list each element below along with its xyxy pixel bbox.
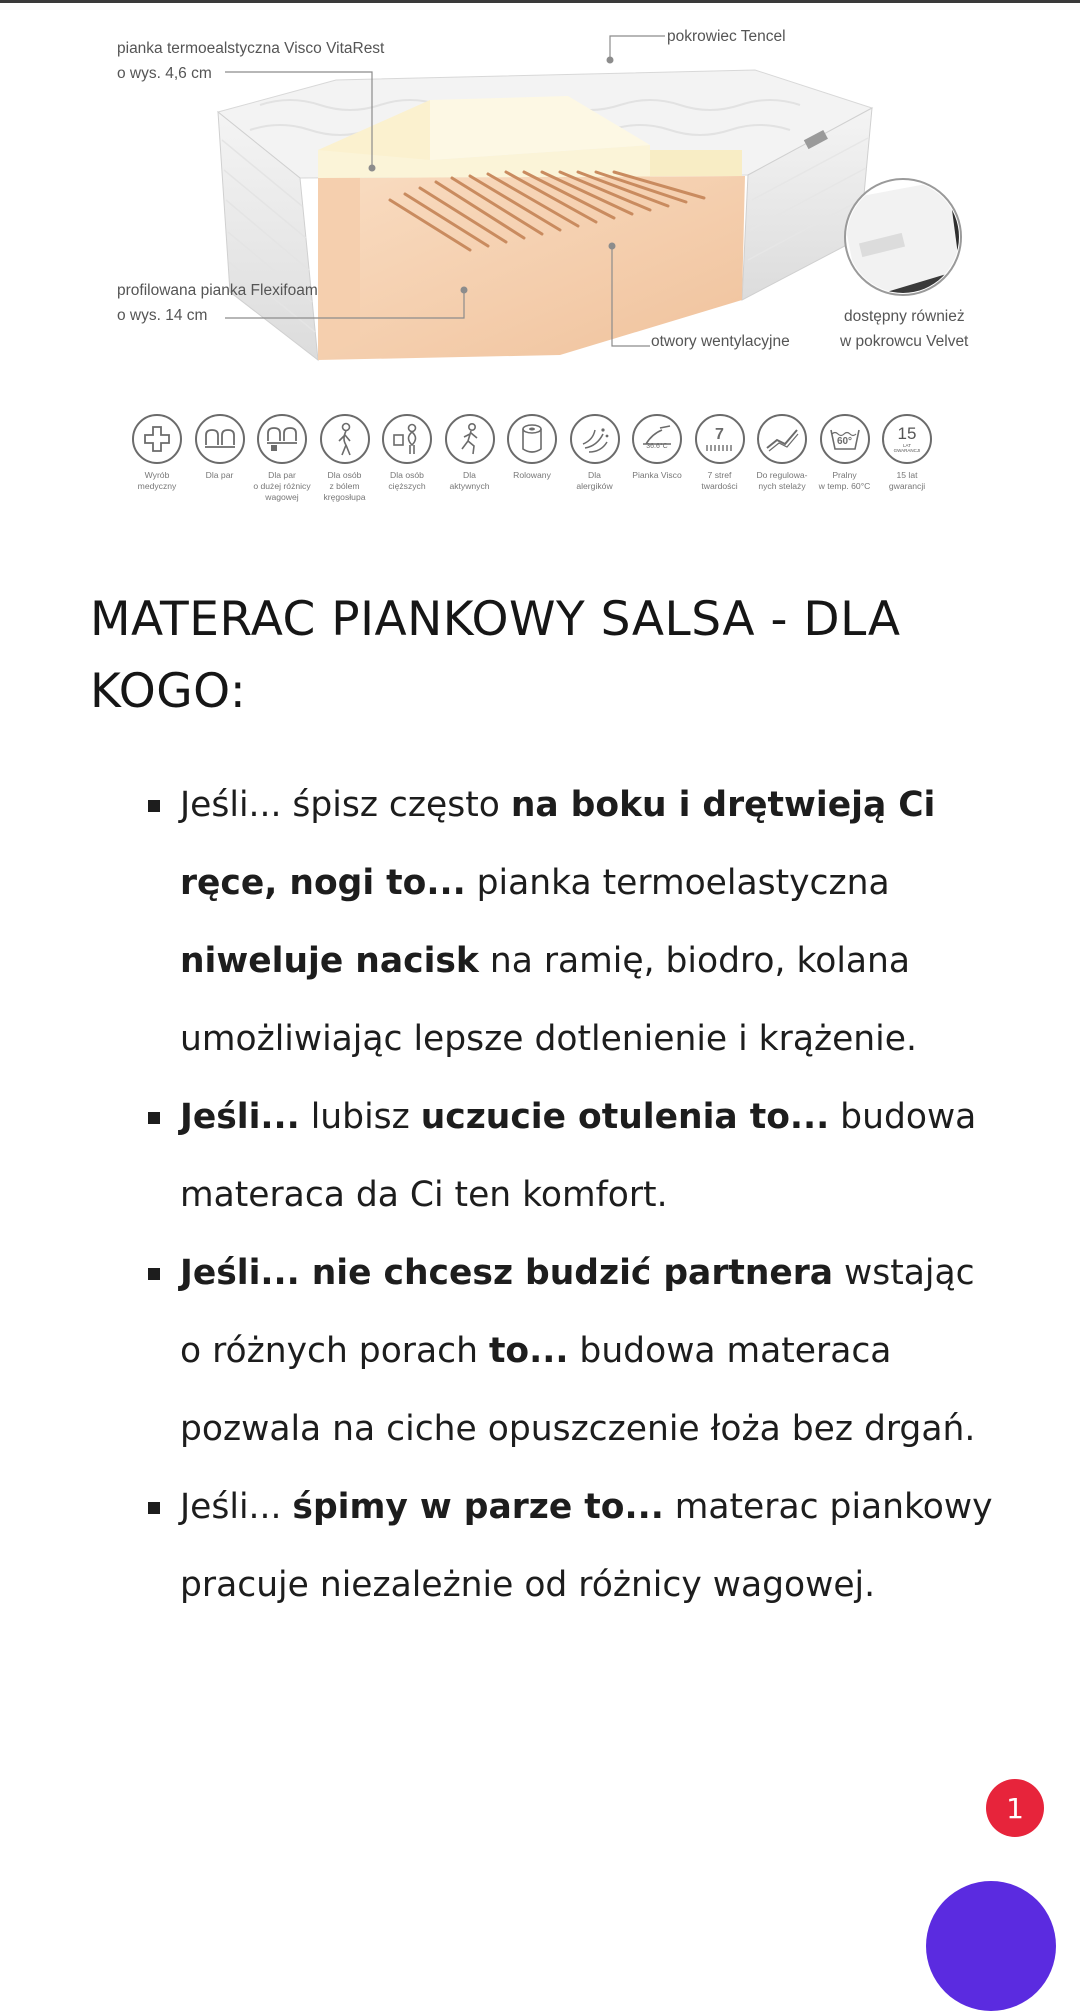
feature-active: Dla aktywnych <box>435 414 505 492</box>
chat-widget-button[interactable] <box>926 1881 1056 2011</box>
heading-line-1: MATERAC PIANKOWY SALSA - DLA <box>90 592 901 647</box>
feature-icons-strip <box>122 414 934 519</box>
list-item: Jeśli... lubisz uczucie otulenia to... budowa materaca da Ci ten komfort. <box>148 1078 998 1234</box>
list-item: Jeśli... nie chcesz budzić partnera wstając o różnych porach to... budowa materaca pozwala na ciche opuszczenie łoża bez drgań. <box>148 1234 998 1468</box>
feature-back-pain: Dla osób z bólem kręgosłupa <box>310 414 380 503</box>
warranty-icon: 15 LAT GWARANCJI <box>893 424 921 453</box>
who-is-it-for-list <box>148 766 998 1624</box>
section-heading <box>90 584 990 728</box>
seven-zones-icon: 7 <box>715 426 724 443</box>
visco-foam-icon: 36.6°C <box>640 424 674 454</box>
washable-icon: 60° <box>829 427 861 451</box>
rolled-mattress-icon <box>517 423 547 455</box>
back-pain-icon <box>333 422 357 456</box>
feature-allergy: Dla alergików <box>560 414 630 492</box>
medical-cross-icon <box>142 424 172 454</box>
feature-visco: 36.6°C Pianka Visco <box>622 414 692 481</box>
feature-seven-zones: 7 7 stref twardości <box>685 414 755 492</box>
heavy-person-icon <box>392 423 422 455</box>
label-flexifoam: profilowana pianka Flexifoam <box>117 282 318 299</box>
feature-washable: 60° Pralny w temp. 60°C <box>810 414 880 492</box>
feature-warranty: 15 LAT GWARANCJI 15 lat gwarancji <box>872 414 942 492</box>
feature-couples: Dla par <box>185 414 255 481</box>
heading-line-2: KOGO: <box>90 664 247 719</box>
feature-adjustable-frames: Do regulowa- nych stelaży <box>747 414 817 492</box>
mattress-cross-section-diagram <box>0 0 1080 400</box>
label-visco-height: o wys. 4,6 cm <box>117 65 212 82</box>
feature-medical: Wyrób medyczny <box>122 414 192 492</box>
label-flexifoam-height: o wys. 14 cm <box>117 307 208 324</box>
label-tencel-cover: pokrowiec Tencel <box>667 28 786 45</box>
label-velvet-line2: w pokrowcu Velvet <box>840 333 969 350</box>
runner-icon <box>456 423 484 455</box>
list-item: Jeśli... śpisz często na boku i drętwieją Ci ręce, nogi to... pianka termoelastyczna niweluje nacisk na ramię, biodro, kolana umożliwiając lepsze dotlenienie i krążenie. <box>148 766 998 1078</box>
couple-weight-icon <box>265 425 299 453</box>
label-velvet-line1: dostępny również <box>844 308 965 325</box>
list-item: Jeśli... śpimy w parze to... materac piankowy pracuje niezależnie od różnicy wagowej. <box>148 1468 998 1624</box>
label-ventilation: otwory wentylacyjne <box>651 333 790 350</box>
adjustable-frame-icon <box>765 426 799 452</box>
allergy-icon <box>579 424 611 454</box>
feature-couple-weight: Dla par o dużej różnicy wagowej <box>247 414 317 503</box>
feature-heavy-persons: Dla osób cięższych <box>372 414 442 492</box>
chat-notification-badge: 1 <box>986 1779 1044 1837</box>
couple-icon <box>203 427 237 451</box>
label-visco-foam: pianka termoealstyczna Visco VitaRest <box>117 40 385 57</box>
feature-rolled: Rolowany <box>497 414 567 481</box>
